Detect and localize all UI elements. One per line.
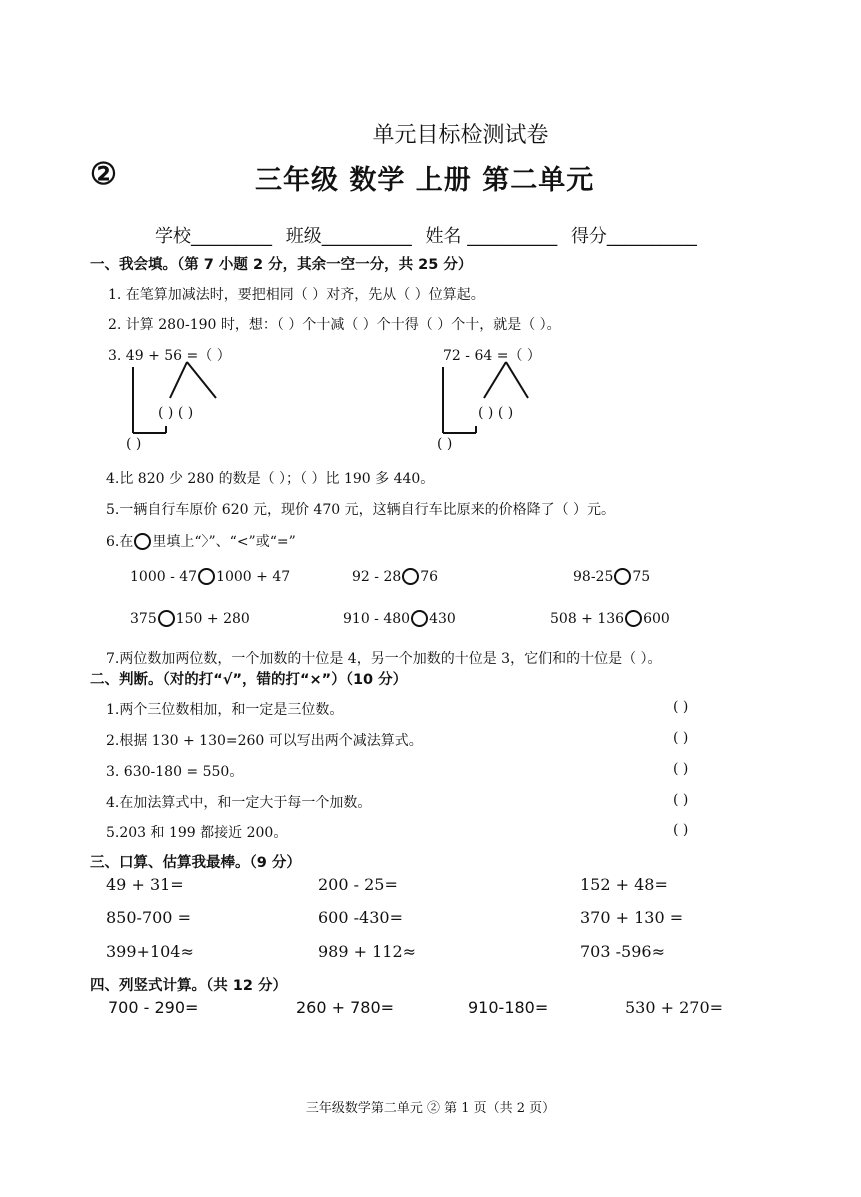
question-1-3-left: 3. 49 + 56 =（ ） [108,348,231,364]
section-4-heading: 四、列竖式计算。（共 12 分） [90,978,288,994]
school-field[interactable]: 学校_________ [155,226,272,247]
mental-calc-1: 49 + 31= [106,875,184,894]
compare-right: 76 [420,569,439,585]
estimate-3: 703 -596≈ [580,942,665,961]
decompose-diagram-left [120,360,250,440]
page-footer: 三年级数学第二单元 ② 第 1 页（共 2 页） [305,1101,556,1116]
mental-calc-6: 370 + 130 = [580,908,684,927]
section-3-heading: 三、口算、估算我最棒。（9 分） [90,855,301,871]
compare-circle-icon[interactable] [411,610,428,627]
compare-item-2 [352,568,438,585]
vertical-calc-3: 910-180= [468,998,549,1017]
compare-item-4 [130,610,250,627]
right-split-blanks: ( ) ( ) [478,405,514,421]
student-info-row [155,222,705,248]
vertical-calc-1: 700 - 290= [108,998,199,1017]
compare-left: 98-25 [573,569,614,585]
question-1-3-right: 72 - 64 =（ ） [443,348,541,364]
compare-right: 430 [429,611,456,627]
compare-item-3 [573,568,650,585]
question-1-6 [106,531,296,551]
compare-circle-icon [134,533,151,550]
mental-calc-5: 600 -430= [318,908,403,927]
estimate-2: 989 + 112≈ [318,942,417,961]
question-1-2: 2. 计算 280-190 时，想：（ ）个十减（ ）个十得（ ）个十，就是（ ）。 [108,317,561,333]
compare-left: 375 [130,611,157,627]
class-field[interactable]: 班级__________ [285,226,412,247]
compare-item-5 [343,610,456,627]
left-sum-blank: ( ) [126,436,142,452]
section-1-heading: 一、我会填。（第 7 小题 2 分，其余一空一分，共 25 分） [90,257,473,273]
compare-left: 508 + 136 [550,611,625,627]
judge-blank-2[interactable]: ( ) [673,730,689,746]
compare-circle-icon[interactable] [625,610,642,627]
compare-right: 600 [643,611,670,627]
question-1-7: 7.两位数加两位数，一个加数的十位是 4，另一个加数的十位是 3，它们和的十位是（ ）。 [106,651,662,667]
section-2-heading: 二、判断。（对的打“√”，错的打“×”）（10 分） [90,672,408,688]
question-1-4: 4.比 820 少 280 的数是（ ）；（ ）比 190 多 440。 [106,471,435,487]
mental-calc-3: 152 + 48= [580,875,668,894]
compare-item-1 [130,568,290,585]
compare-left: 92 - 28 [352,569,402,585]
exam-subtitle: 三年级 数学 上册 第二单元 [255,165,595,196]
question-1-6-prefix: 6.在 [106,534,134,550]
compare-right: 150 + 280 [175,611,250,627]
judge-item-5: 5.203 和 199 都接近 200。 [106,825,288,841]
judge-blank-5[interactable]: ( ) [673,822,689,838]
question-1-5: 5.一辆自行车原价 620 元，现价 470 元，这辆自行车比原来的价格降了（ ）元。 [106,502,616,518]
compare-right: 75 [632,569,651,585]
compare-circle-icon[interactable] [158,610,175,627]
right-diff-blank: ( ) [437,436,453,452]
decompose-diagram-right [430,360,560,440]
judge-item-4: 4.在加法算式中，和一定大于每一个加数。 [106,795,372,811]
estimate-1: 399+104≈ [106,942,194,961]
vertical-calc-4: 530 + 270= [625,998,724,1017]
score-field[interactable]: 得分__________ [570,226,697,247]
compare-left: 1000 - 47 [130,569,198,585]
compare-left: 910 - 480 [343,611,411,627]
compare-circle-icon[interactable] [614,568,631,585]
exam-title: 单元目标检测试卷 [372,123,549,148]
mental-calc-2: 200 - 25= [318,875,398,894]
compare-right: 1000 + 47 [216,569,291,585]
paper-number-badge: ② [90,157,117,192]
judge-blank-4[interactable]: ( ) [673,792,689,808]
question-1-6-suffix: 里填上“〉”、“<”或“=” [152,534,296,550]
judge-blank-1[interactable]: ( ) [673,699,689,715]
judge-item-2: 2.根据 130 + 130=260 可以写出两个减法算式。 [106,733,423,749]
compare-circle-icon[interactable] [198,568,215,585]
vertical-calc-2: 260 + 780= [296,998,395,1017]
mental-calc-4: 850-700 = [106,908,191,927]
judge-item-1: 1.两个三位数相加，和一定是三位数。 [106,702,344,718]
judge-blank-3[interactable]: ( ) [673,761,689,777]
compare-circle-icon[interactable] [402,568,419,585]
compare-item-6 [550,610,670,627]
question-1-1: 1. 在笔算加减法时，要把相同（ ）对齐，先从（ ）位算起。 [108,287,485,303]
name-field[interactable]: 姓名 __________ [425,226,558,247]
judge-item-3: 3. 630-180 = 550。 [106,764,244,780]
left-split-blanks: ( ) ( ) [158,405,194,421]
